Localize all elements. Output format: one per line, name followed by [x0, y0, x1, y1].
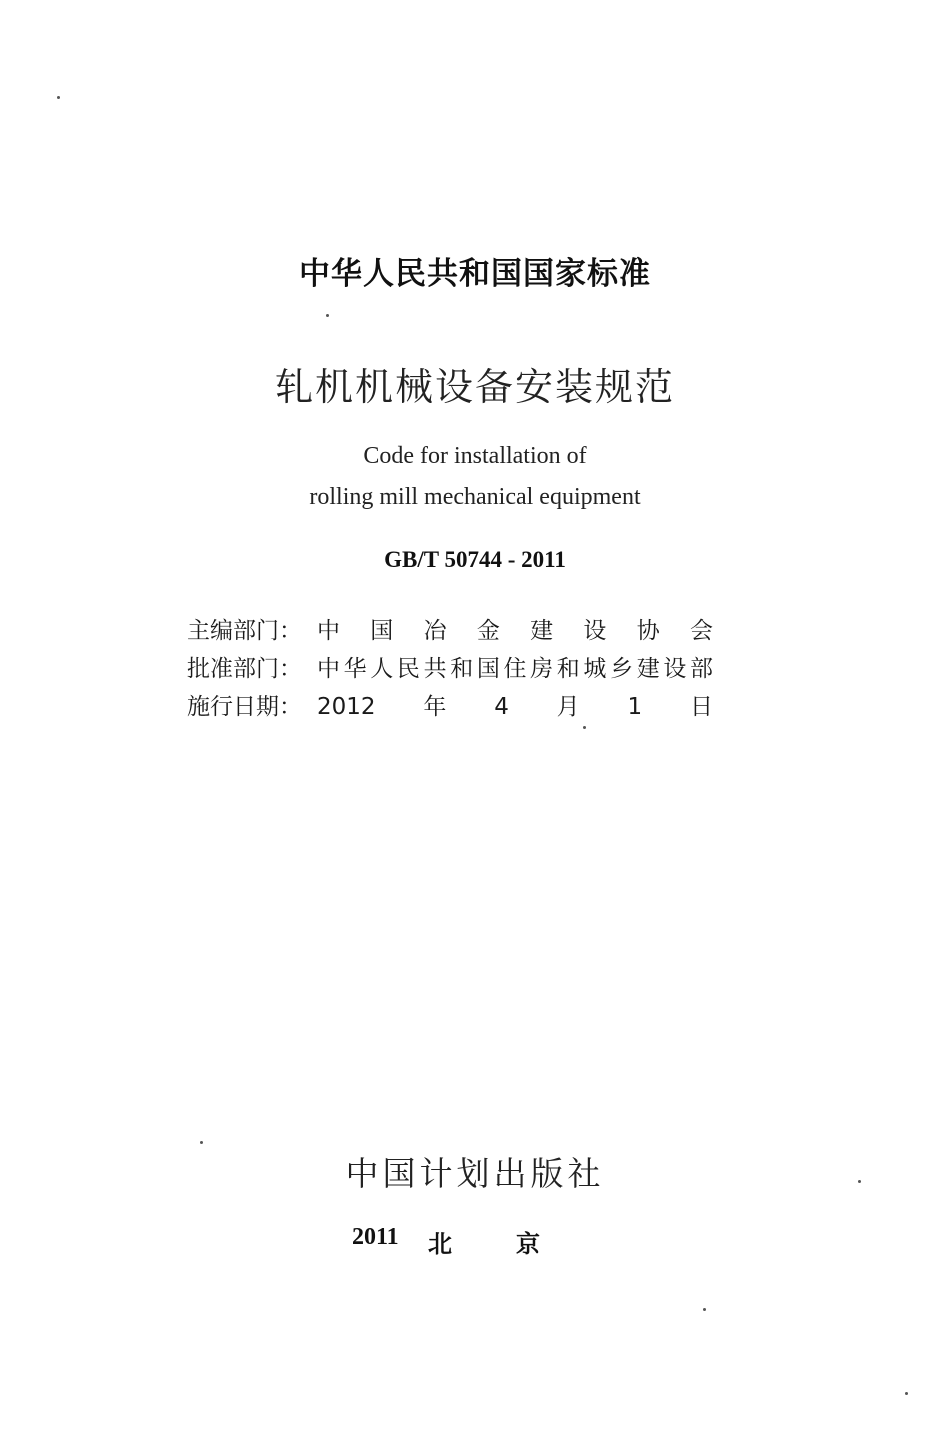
scan-speck	[200, 1141, 203, 1144]
editor-row	[187, 612, 747, 650]
scan-speck	[583, 726, 586, 729]
standard-code: GB/T 50744 - 2011	[384, 547, 566, 572]
scan-speck	[905, 1392, 908, 1395]
effective-date-value: 2012年4月1日	[317, 694, 713, 720]
approver-value: 中华人民共和国住房和城乡建设部	[317, 656, 713, 682]
title-english-line-2: rolling mill mechanical equipment	[309, 484, 641, 510]
scan-speck	[57, 96, 60, 99]
effective-date-row	[187, 688, 747, 726]
scan-speck	[858, 1180, 861, 1183]
scan-speck	[703, 1308, 706, 1311]
title-chinese: 轧机机械设备安装规范	[274, 365, 675, 409]
title-english	[0, 436, 950, 518]
approver-row	[187, 650, 747, 688]
title-english-line-1: Code for installation of	[363, 443, 587, 469]
publication-city: 北京	[428, 1230, 540, 1258]
standard-series: 中华人民共和国国家标准	[299, 256, 651, 292]
publication-year: 2011	[352, 1224, 399, 1250]
publisher-name: 中国计划出版社	[345, 1154, 605, 1193]
publication-info	[187, 612, 747, 726]
effective-date-label: 施行日期：	[187, 694, 302, 720]
editor-label: 主编部门：	[187, 618, 302, 644]
approver-label: 批准部门：	[187, 656, 302, 682]
editor-value: 中国冶金建设协会	[317, 618, 713, 644]
scan-speck	[326, 314, 329, 317]
